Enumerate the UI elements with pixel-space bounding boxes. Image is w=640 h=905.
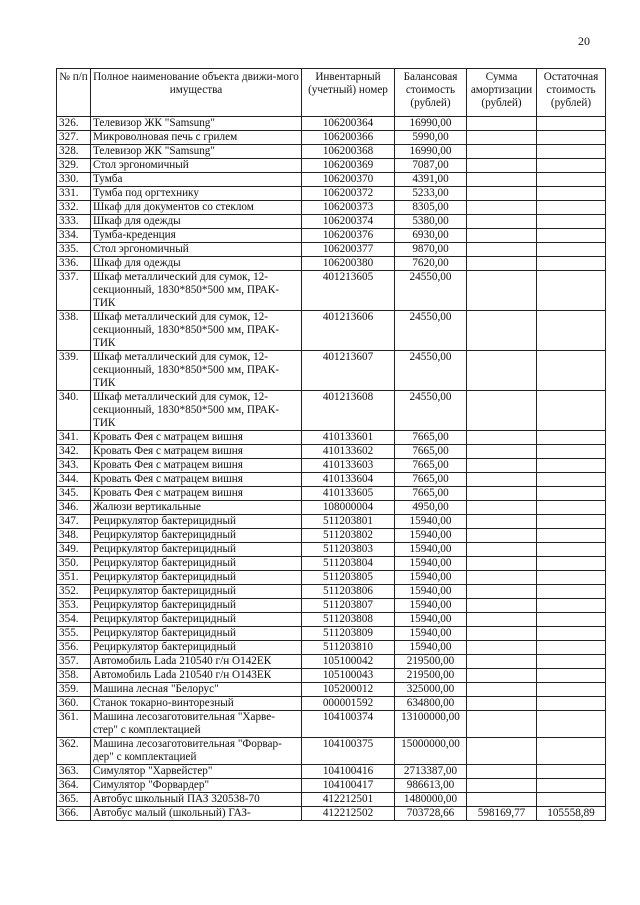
row-inventory: 401213606 [302, 311, 395, 351]
table-header-row [57, 69, 606, 117]
row-inventory: 410133603 [302, 459, 395, 473]
row-residual [537, 145, 606, 159]
row-num: 341. [57, 431, 91, 445]
row-inventory: 108000004 [302, 501, 395, 515]
row-amortization [467, 459, 537, 473]
row-inventory: 104100416 [302, 765, 395, 779]
table-row [57, 431, 606, 445]
row-num: 339. [57, 351, 91, 391]
row-amortization [467, 501, 537, 515]
table-row [57, 243, 606, 257]
row-amortization [467, 351, 537, 391]
row-inventory: 410133605 [302, 487, 395, 501]
row-name: Рециркулятор бактерицидный [91, 599, 302, 613]
row-name: Машина лесозаготовительная "Харве-стер" с комплектацией [91, 711, 302, 738]
table-row [57, 793, 606, 807]
row-num: 327. [57, 131, 91, 145]
header-balance: Балансовая стоимость (рублей) [395, 69, 467, 117]
row-residual [537, 641, 606, 655]
row-residual [537, 738, 606, 765]
table-row [57, 257, 606, 271]
row-name: Автомобиль Lada 210540 г/н О142ЕК [91, 655, 302, 669]
row-amortization [467, 201, 537, 215]
row-name: Рециркулятор бактерицидный [91, 543, 302, 557]
row-balance: 15940,00 [395, 599, 467, 613]
row-amortization [467, 571, 537, 585]
row-balance: 1480000,00 [395, 793, 467, 807]
row-name: Автомобиль Lada 210540 г/н О143ЕК [91, 669, 302, 683]
table-row [57, 585, 606, 599]
row-balance: 5380,00 [395, 215, 467, 229]
table-row [57, 131, 606, 145]
table-row [57, 487, 606, 501]
row-amortization [467, 711, 537, 738]
row-residual [537, 515, 606, 529]
row-inventory: 104100375 [302, 738, 395, 765]
row-inventory: 410133602 [302, 445, 395, 459]
table-row [57, 738, 606, 765]
row-name: Рециркулятор бактерицидный [91, 613, 302, 627]
row-num: 332. [57, 201, 91, 215]
row-name: Тумба-креденция [91, 229, 302, 243]
row-num: 354. [57, 613, 91, 627]
row-residual [537, 529, 606, 543]
row-name: Автобус малый (школьный) ГАЗ- [91, 807, 302, 821]
row-residual [537, 585, 606, 599]
row-inventory: 401213605 [302, 271, 395, 311]
row-amortization [467, 173, 537, 187]
row-residual [537, 187, 606, 201]
header-num: № п/п [57, 69, 91, 117]
row-balance: 7620,00 [395, 257, 467, 271]
row-num: 352. [57, 585, 91, 599]
row-residual [537, 445, 606, 459]
row-name: Машина лесозаготовительная "Форвар-дер" с комплектацией [91, 738, 302, 765]
row-inventory: 104100417 [302, 779, 395, 793]
row-residual [537, 571, 606, 585]
table-row [57, 501, 606, 515]
row-inventory: 106200369 [302, 159, 395, 173]
row-balance: 5990,00 [395, 131, 467, 145]
row-residual [537, 655, 606, 669]
row-balance: 16990,00 [395, 117, 467, 131]
row-residual [537, 669, 606, 683]
row-balance: 6930,00 [395, 229, 467, 243]
row-amortization: 598169,77 [467, 807, 537, 821]
row-amortization [467, 229, 537, 243]
row-amortization [467, 669, 537, 683]
row-inventory: 106200376 [302, 229, 395, 243]
row-name: Шкаф для одежды [91, 257, 302, 271]
row-name: Шкаф металлический для сумок, 12-секционный, 1830*850*500 мм, ПРАК-ТИК [91, 271, 302, 311]
row-num: 355. [57, 627, 91, 641]
row-residual [537, 543, 606, 557]
row-name: Кровать Фея с матрацем вишня [91, 473, 302, 487]
row-residual [537, 271, 606, 311]
row-inventory: 401213608 [302, 391, 395, 431]
table-row [57, 779, 606, 793]
row-balance: 15940,00 [395, 529, 467, 543]
row-balance: 13100000,00 [395, 711, 467, 738]
row-name: Рециркулятор бактерицидный [91, 515, 302, 529]
row-name: Шкаф металлический для сумок, 12-секционный, 1830*850*500 мм, ПРАК-ТИК [91, 391, 302, 431]
header-name: Полное наименование объекта движи-мого имущества [91, 69, 302, 117]
row-balance: 7087,00 [395, 159, 467, 173]
row-inventory: 511203803 [302, 543, 395, 557]
row-num: 337. [57, 271, 91, 311]
row-num: 360. [57, 697, 91, 711]
row-amortization [467, 257, 537, 271]
row-num: 362. [57, 738, 91, 765]
row-residual [537, 779, 606, 793]
row-residual [537, 311, 606, 351]
table-row [57, 229, 606, 243]
row-num: 363. [57, 765, 91, 779]
row-residual [537, 173, 606, 187]
row-name: Микроволновая печь с грилем [91, 131, 302, 145]
row-num: 366. [57, 807, 91, 821]
row-residual [537, 391, 606, 431]
row-balance: 986613,00 [395, 779, 467, 793]
row-name: Симулятор "Харвейстер" [91, 765, 302, 779]
row-name: Рециркулятор бактерицидный [91, 641, 302, 655]
row-num: 343. [57, 459, 91, 473]
row-num: 345. [57, 487, 91, 501]
table-row [57, 599, 606, 613]
row-inventory: 106200364 [302, 117, 395, 131]
row-balance: 2713387,00 [395, 765, 467, 779]
row-amortization [467, 765, 537, 779]
row-inventory: 401213607 [302, 351, 395, 391]
row-num: 356. [57, 641, 91, 655]
row-name: Рециркулятор бактерицидный [91, 585, 302, 599]
row-balance: 4391,00 [395, 173, 467, 187]
row-amortization [467, 117, 537, 131]
row-inventory: 106200366 [302, 131, 395, 145]
row-residual [537, 459, 606, 473]
row-residual [537, 613, 606, 627]
row-inventory: 106200370 [302, 173, 395, 187]
row-name: Кровать Фея с матрацем вишня [91, 487, 302, 501]
table-row [57, 445, 606, 459]
row-num: 359. [57, 683, 91, 697]
row-inventory: 511203810 [302, 641, 395, 655]
row-inventory: 412212501 [302, 793, 395, 807]
row-residual [537, 711, 606, 738]
row-amortization [467, 391, 537, 431]
row-balance: 7665,00 [395, 487, 467, 501]
row-residual [537, 765, 606, 779]
row-name: Кровать Фея с матрацем вишня [91, 459, 302, 473]
row-num: 353. [57, 599, 91, 613]
row-residual [537, 201, 606, 215]
row-num: 329. [57, 159, 91, 173]
row-name: Машина лесная "Белорус" [91, 683, 302, 697]
row-balance: 24550,00 [395, 351, 467, 391]
row-residual [537, 501, 606, 515]
row-balance: 15940,00 [395, 543, 467, 557]
row-num: 357. [57, 655, 91, 669]
row-inventory: 511203804 [302, 557, 395, 571]
row-amortization [467, 779, 537, 793]
table-row [57, 215, 606, 229]
row-residual [537, 793, 606, 807]
row-balance: 5233,00 [395, 187, 467, 201]
table-row [57, 117, 606, 131]
row-amortization [467, 515, 537, 529]
row-inventory: 000001592 [302, 697, 395, 711]
row-name: Шкаф для документов со стеклом [91, 201, 302, 215]
table-row [57, 473, 606, 487]
table-row [57, 515, 606, 529]
row-balance: 4950,00 [395, 501, 467, 515]
row-balance: 7665,00 [395, 473, 467, 487]
row-num: 361. [57, 711, 91, 738]
row-balance: 16990,00 [395, 145, 467, 159]
row-amortization [467, 187, 537, 201]
row-name: Кровать Фея с матрацем вишня [91, 445, 302, 459]
row-amortization [467, 215, 537, 229]
row-amortization [467, 793, 537, 807]
table-row [57, 669, 606, 683]
header-inventory: Инвентарный (учетный) номер [302, 69, 395, 117]
row-amortization [467, 585, 537, 599]
row-balance: 7665,00 [395, 459, 467, 473]
row-num: 346. [57, 501, 91, 515]
row-balance: 219500,00 [395, 669, 467, 683]
table-row [57, 613, 606, 627]
row-name: Рециркулятор бактерицидный [91, 627, 302, 641]
row-inventory: 511203806 [302, 585, 395, 599]
row-amortization [467, 131, 537, 145]
row-num: 358. [57, 669, 91, 683]
row-amortization [467, 543, 537, 557]
header-residual: Остаточная стоимость (рублей) [537, 69, 606, 117]
table-row [57, 641, 606, 655]
table-row [57, 571, 606, 585]
row-balance: 15940,00 [395, 571, 467, 585]
row-balance: 15940,00 [395, 613, 467, 627]
row-amortization [467, 159, 537, 173]
row-residual [537, 117, 606, 131]
inventory-table [56, 68, 606, 821]
row-balance: 24550,00 [395, 391, 467, 431]
row-inventory: 511203809 [302, 627, 395, 641]
row-inventory: 511203802 [302, 529, 395, 543]
row-balance: 219500,00 [395, 655, 467, 669]
row-num: 351. [57, 571, 91, 585]
table-row [57, 765, 606, 779]
row-inventory: 410133601 [302, 431, 395, 445]
table-row [57, 459, 606, 473]
table-row [57, 711, 606, 738]
row-name: Автобус школьный ПАЗ 320538-70 [91, 793, 302, 807]
row-num: 365. [57, 793, 91, 807]
row-inventory: 106200372 [302, 187, 395, 201]
row-num: 344. [57, 473, 91, 487]
row-residual [537, 131, 606, 145]
row-residual [537, 431, 606, 445]
row-num: 342. [57, 445, 91, 459]
row-balance: 15940,00 [395, 627, 467, 641]
row-name: Кровать Фея с матрацем вишня [91, 431, 302, 445]
row-residual [537, 627, 606, 641]
row-residual [537, 599, 606, 613]
row-num: 326. [57, 117, 91, 131]
row-name: Рециркулятор бактерицидный [91, 529, 302, 543]
row-residual [537, 351, 606, 391]
row-balance: 7665,00 [395, 445, 467, 459]
row-amortization [467, 557, 537, 571]
row-balance: 634800,00 [395, 697, 467, 711]
row-amortization [467, 627, 537, 641]
row-residual [537, 683, 606, 697]
row-residual [537, 243, 606, 257]
row-inventory: 511203808 [302, 613, 395, 627]
row-balance: 15940,00 [395, 515, 467, 529]
row-inventory: 511203807 [302, 599, 395, 613]
row-num: 334. [57, 229, 91, 243]
row-name: Тумба под оргтехнику [91, 187, 302, 201]
row-num: 347. [57, 515, 91, 529]
row-num: 348. [57, 529, 91, 543]
row-name: Симулятор "Форвардер" [91, 779, 302, 793]
row-amortization [467, 145, 537, 159]
row-amortization [467, 431, 537, 445]
row-num: 338. [57, 311, 91, 351]
table-row [57, 391, 606, 431]
row-amortization [467, 655, 537, 669]
row-balance: 15940,00 [395, 585, 467, 599]
row-balance: 24550,00 [395, 271, 467, 311]
row-amortization [467, 529, 537, 543]
table-row [57, 557, 606, 571]
row-residual [537, 473, 606, 487]
row-name: Стол эргономичный [91, 159, 302, 173]
row-inventory: 106200373 [302, 201, 395, 215]
row-balance: 325000,00 [395, 683, 467, 697]
table-row [57, 351, 606, 391]
row-num: 333. [57, 215, 91, 229]
row-inventory: 105100042 [302, 655, 395, 669]
row-balance: 15940,00 [395, 557, 467, 571]
row-inventory: 106200374 [302, 215, 395, 229]
row-amortization [467, 473, 537, 487]
row-num: 331. [57, 187, 91, 201]
page-number: 20 [578, 34, 590, 48]
row-name: Стол эргономичный [91, 243, 302, 257]
row-amortization [467, 613, 537, 627]
row-name: Шкаф металлический для сумок, 12-секционный, 1830*850*500 мм, ПРАК-ТИК [91, 311, 302, 351]
row-inventory: 410133604 [302, 473, 395, 487]
row-name: Шкаф металлический для сумок, 12-секционный, 1830*850*500 мм, ПРАК-ТИК [91, 351, 302, 391]
row-balance: 15940,00 [395, 641, 467, 655]
row-amortization [467, 697, 537, 711]
row-num: 336. [57, 257, 91, 271]
row-inventory: 105200012 [302, 683, 395, 697]
row-inventory: 104100374 [302, 711, 395, 738]
row-name: Жалюзи вертикальные [91, 501, 302, 515]
table-row [57, 529, 606, 543]
row-name: Станок токарно-винторезный [91, 697, 302, 711]
row-residual [537, 257, 606, 271]
row-residual [537, 557, 606, 571]
row-residual [537, 229, 606, 243]
row-amortization [467, 271, 537, 311]
row-num: 330. [57, 173, 91, 187]
row-num: 340. [57, 391, 91, 431]
row-name: Телевизор ЖК "Samsung" [91, 145, 302, 159]
table-row [57, 173, 606, 187]
table-row [57, 311, 606, 351]
row-inventory: 106200377 [302, 243, 395, 257]
table-row [57, 697, 606, 711]
table-row [57, 159, 606, 173]
row-num: 328. [57, 145, 91, 159]
table-row [57, 543, 606, 557]
row-residual [537, 159, 606, 173]
row-amortization [467, 641, 537, 655]
row-inventory: 105100043 [302, 669, 395, 683]
table-row [57, 627, 606, 641]
row-inventory: 511203805 [302, 571, 395, 585]
row-inventory: 412212502 [302, 807, 395, 821]
row-name: Рециркулятор бактерицидный [91, 557, 302, 571]
row-balance: 7665,00 [395, 431, 467, 445]
row-amortization [467, 445, 537, 459]
row-num: 335. [57, 243, 91, 257]
row-inventory: 106200368 [302, 145, 395, 159]
row-balance: 24550,00 [395, 311, 467, 351]
table-row [57, 655, 606, 669]
row-balance: 15000000,00 [395, 738, 467, 765]
table-row [57, 807, 606, 821]
row-residual: 105558,89 [537, 807, 606, 821]
row-num: 364. [57, 779, 91, 793]
table-row [57, 187, 606, 201]
row-balance: 9870,00 [395, 243, 467, 257]
row-name: Телевизор ЖК "Samsung" [91, 117, 302, 131]
row-name: Рециркулятор бактерицидный [91, 571, 302, 585]
row-num: 350. [57, 557, 91, 571]
row-amortization [467, 311, 537, 351]
table-row [57, 271, 606, 311]
row-residual [537, 487, 606, 501]
row-amortization [467, 599, 537, 613]
header-amortization: Сумма амортизации (рублей) [467, 69, 537, 117]
row-amortization [467, 738, 537, 765]
row-residual [537, 215, 606, 229]
row-amortization [467, 487, 537, 501]
row-balance: 703728,66 [395, 807, 467, 821]
row-name: Шкаф для одежды [91, 215, 302, 229]
row-balance: 8305,00 [395, 201, 467, 215]
row-amortization [467, 243, 537, 257]
table-row [57, 145, 606, 159]
row-amortization [467, 683, 537, 697]
table-row [57, 683, 606, 697]
row-residual [537, 697, 606, 711]
table-row [57, 201, 606, 215]
row-inventory: 511203801 [302, 515, 395, 529]
row-name: Тумба [91, 173, 302, 187]
row-inventory: 106200380 [302, 257, 395, 271]
row-num: 349. [57, 543, 91, 557]
